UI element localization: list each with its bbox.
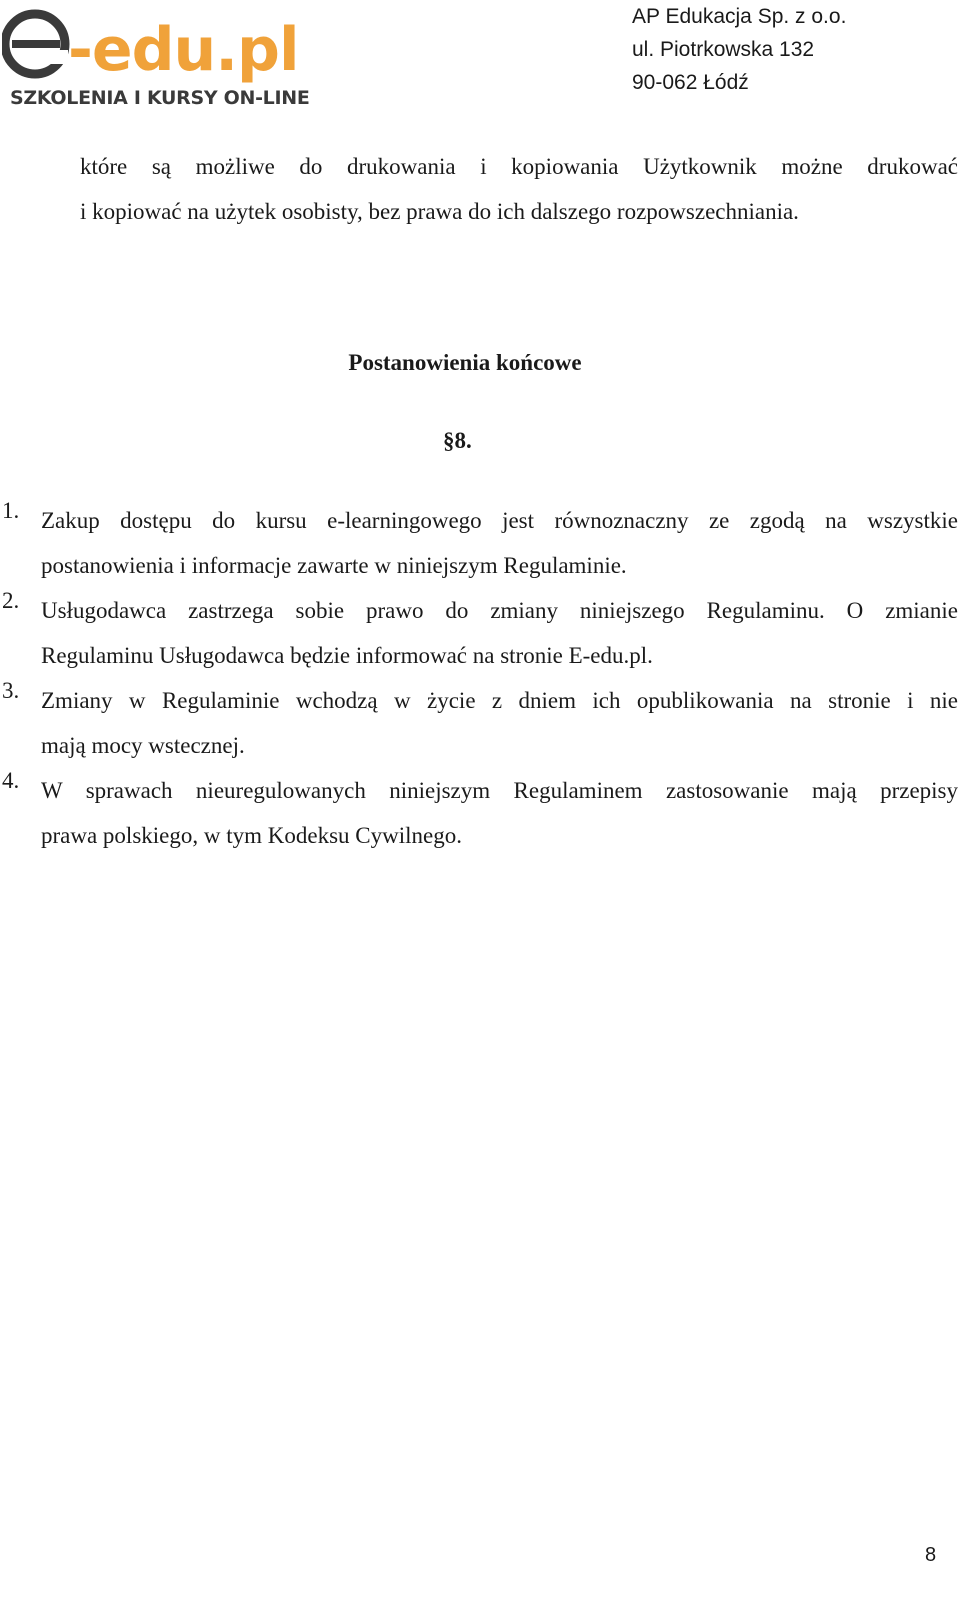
list-item-line-1 xyxy=(41,678,958,723)
intro-line-2: i kopiować na użytek osobisty, bez prawa do ich dalszego rozpowszechniania. xyxy=(80,199,799,224)
provisions-list xyxy=(0,498,960,858)
svg-text:SZKOLENIA I KURSY ON-LINE: SZKOLENIA I KURSY ON-LINE xyxy=(10,87,310,109)
address-company-name: AP Edukacja Sp. z o.o. xyxy=(632,5,847,28)
section-paragraph-number: §8. xyxy=(443,428,472,453)
list-item-line-1-text: Usługodawca zastrzega sobie prawo do zmiany niniejszego Regulaminu. O zmianie xyxy=(41,598,958,623)
company-address xyxy=(632,0,846,99)
list-item-number: 4. xyxy=(2,768,20,793)
list-item-line-1-text: Zmiany w Regulaminie wchodzą w życie z dniem ich opublikowania na stronie i nie xyxy=(41,688,958,713)
list-item-number: 2. xyxy=(2,588,20,613)
list-item-line-1 xyxy=(41,768,958,813)
list-item-line-2: Regulaminu Usługodawca będzie informować na stronie E-edu.pl. xyxy=(41,643,653,668)
list-item-line-2: prawa polskiego, w tym Kodeksu Cywilnego. xyxy=(41,823,462,848)
list-item-number: 3. xyxy=(2,678,20,703)
list-item xyxy=(0,498,960,588)
intro-paragraph xyxy=(80,144,958,234)
list-item-line-1 xyxy=(41,588,958,633)
intro-line-1 xyxy=(80,144,958,189)
list-item xyxy=(0,678,960,768)
svg-text:-edu.pl: -edu.pl xyxy=(68,15,299,85)
page-number: 8 xyxy=(925,1544,937,1566)
list-item-line-2: postanowienia i informacje zawarte w niniejszym Regulaminie. xyxy=(41,553,627,578)
address-city: 90-062 Łódź xyxy=(632,71,749,94)
intro-line-1-text: które są możliwe do drukowania i kopiowania Użytkownik możne drukować xyxy=(80,154,958,179)
section-title: Postanowienia końcowe xyxy=(348,350,582,375)
company-logo xyxy=(2,8,320,112)
list-item-line-2: mają mocy wstecznej. xyxy=(41,733,245,758)
address-street: ul. Piotrkowska 132 xyxy=(632,38,815,61)
list-item-line-1-text: W sprawach nieuregulowanych niniejszym Regulaminem zastosowanie mają przepisy xyxy=(41,778,958,803)
list-item xyxy=(0,588,960,678)
list-item xyxy=(0,768,960,858)
list-item-line-1-text: Zakup dostępu do kursu e-learningowego jest równoznaczny ze zgodą na wszystkie xyxy=(41,508,958,533)
list-item-number: 1. xyxy=(2,498,20,523)
e-edu-logo-image xyxy=(2,8,320,112)
list-item-line-1 xyxy=(41,498,958,543)
